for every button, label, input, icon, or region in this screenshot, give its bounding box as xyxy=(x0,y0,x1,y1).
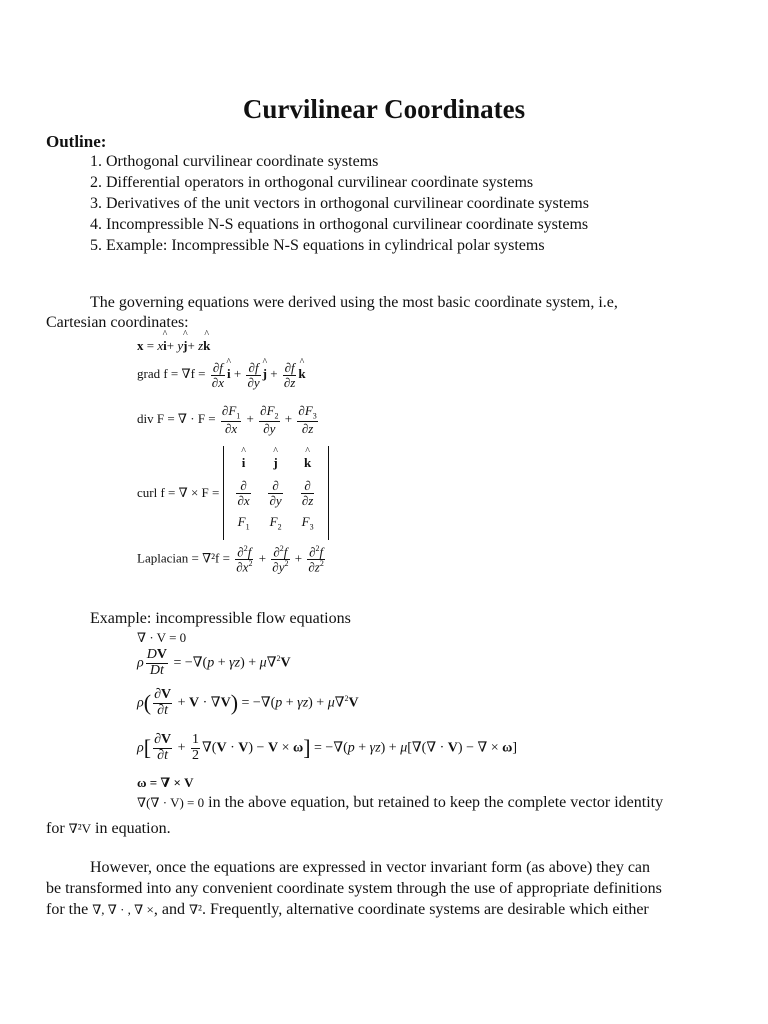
closing-rest: . Frequently, alternative coordinate systems are desirable which either xyxy=(201,901,649,918)
vorticity-equation: ω = ∇ × V xyxy=(137,775,194,790)
laplacian-equation: Laplacian = ∇²f = $\frac{\partial^2f}{\partial x^2}$ + $\frac{\partial^2f}{\partial y^2}$ + $\frac{\partial^2f}{\partial z^2}$ xyxy=(137,544,324,575)
curl-label: curl f = ∇ × F = xyxy=(137,485,220,500)
closing-for-the: for the xyxy=(46,901,89,918)
identity-note-text: in the above equation, but retained to keep the complete vector identity xyxy=(208,794,664,811)
closing-line-2: be transformed into any convenient coordinate system through the use of appropriate definitions xyxy=(46,880,662,897)
laplacian-label: Laplacian = ∇²f = xyxy=(137,550,230,566)
intro-line-2: Cartesian coordinates: xyxy=(46,314,189,331)
for-text: for xyxy=(46,820,65,837)
continuity-equation: ∇ · V = 0 xyxy=(137,630,187,645)
curl-equation xyxy=(137,446,329,540)
grad-label: grad f = ∇f = xyxy=(137,366,206,382)
for-laplacian-equation: ∇²V xyxy=(68,821,92,836)
position-vector-equation: x = x^ i+ y^ j+ z^ k xyxy=(137,338,210,354)
outline-item-4: 4. Incompressible N-S equations in orthogonal curvilinear coordinate systems xyxy=(90,216,589,233)
closing-line-1: However, once the equations are expressed in vector invariant form (as above) they can xyxy=(90,859,651,876)
in-equation-text: in equation. xyxy=(95,820,171,837)
momentum-equation-convective: ρ( $\frac{\partial V}{\partial t}$ + V · ∇V) = −∇(p + γz) + μ∇$^2$V xyxy=(137,687,359,718)
example-heading: Example: incompressible flow equations xyxy=(90,610,351,627)
outline-item-5: 5. Example: Incompressible N-S equations in cylindrical polar systems xyxy=(90,237,545,254)
closing-operators: ∇, ∇ · , ∇ × xyxy=(92,902,154,917)
divergence-equation: div F = ∇ · F = $\frac{\partial F_1}{\partial x}$ + $\frac{\partial F_2}{\partial y}$ + $\frac{\partial F_3}{\partial z}$ xyxy=(137,403,317,436)
for-laplacian-line xyxy=(46,820,171,838)
curl-determinant: ^ i ^ j ^ k $\frac{\partial}{\partial x}$ $\frac{\partial}{\partial y}$ $\frac{\partial}{\partial z}$ $F_1$ $F_2$ $F_3$ xyxy=(223,446,329,540)
gradient-equation: grad f = ∇f = $\frac{\partial f}{\partial x}$ ^ i + $\frac{\partial f}{\partial y}$ ^ j + $\frac{\partial f}{\partial z}$ ^ k xyxy=(137,361,306,389)
momentum-equation-material: ρ $\frac{DV}{Dt}$ = −∇(p + γz) + μ∇$^2$V xyxy=(137,647,291,678)
intro-line-1: The governing equations were derived using the most basic coordinate system, i.e, xyxy=(90,294,618,311)
outline-item-1: 1. Orthogonal curvilinear coordinate systems xyxy=(90,153,379,170)
identity-note-equation: ∇(∇ · V) = 0 xyxy=(137,795,205,810)
identity-note xyxy=(137,794,663,812)
closing-and: , and xyxy=(153,901,185,918)
closing-line-3 xyxy=(46,901,649,919)
outline-heading: Outline: xyxy=(46,132,107,151)
outline-item-2: 2. Differential operators in orthogonal curvilinear coordinate systems xyxy=(90,174,534,191)
outline-item-3: 3. Derivatives of the unit vectors in orthogonal curvilinear coordinate systems xyxy=(90,195,589,212)
page-title: Curvilinear Coordinates xyxy=(242,94,526,124)
closing-laplacian: ∇² xyxy=(188,902,202,917)
div-label: div F = ∇ · F = xyxy=(137,410,216,426)
momentum-equation-invariant: ρ[ $\frac{\partial V}{\partial t}$ + $\frac{1}{2}$ ∇(V · V) − V × ω] = −∇(p + γz) + μ[∇(∇ · V) − ∇ × ω] xyxy=(137,732,518,763)
